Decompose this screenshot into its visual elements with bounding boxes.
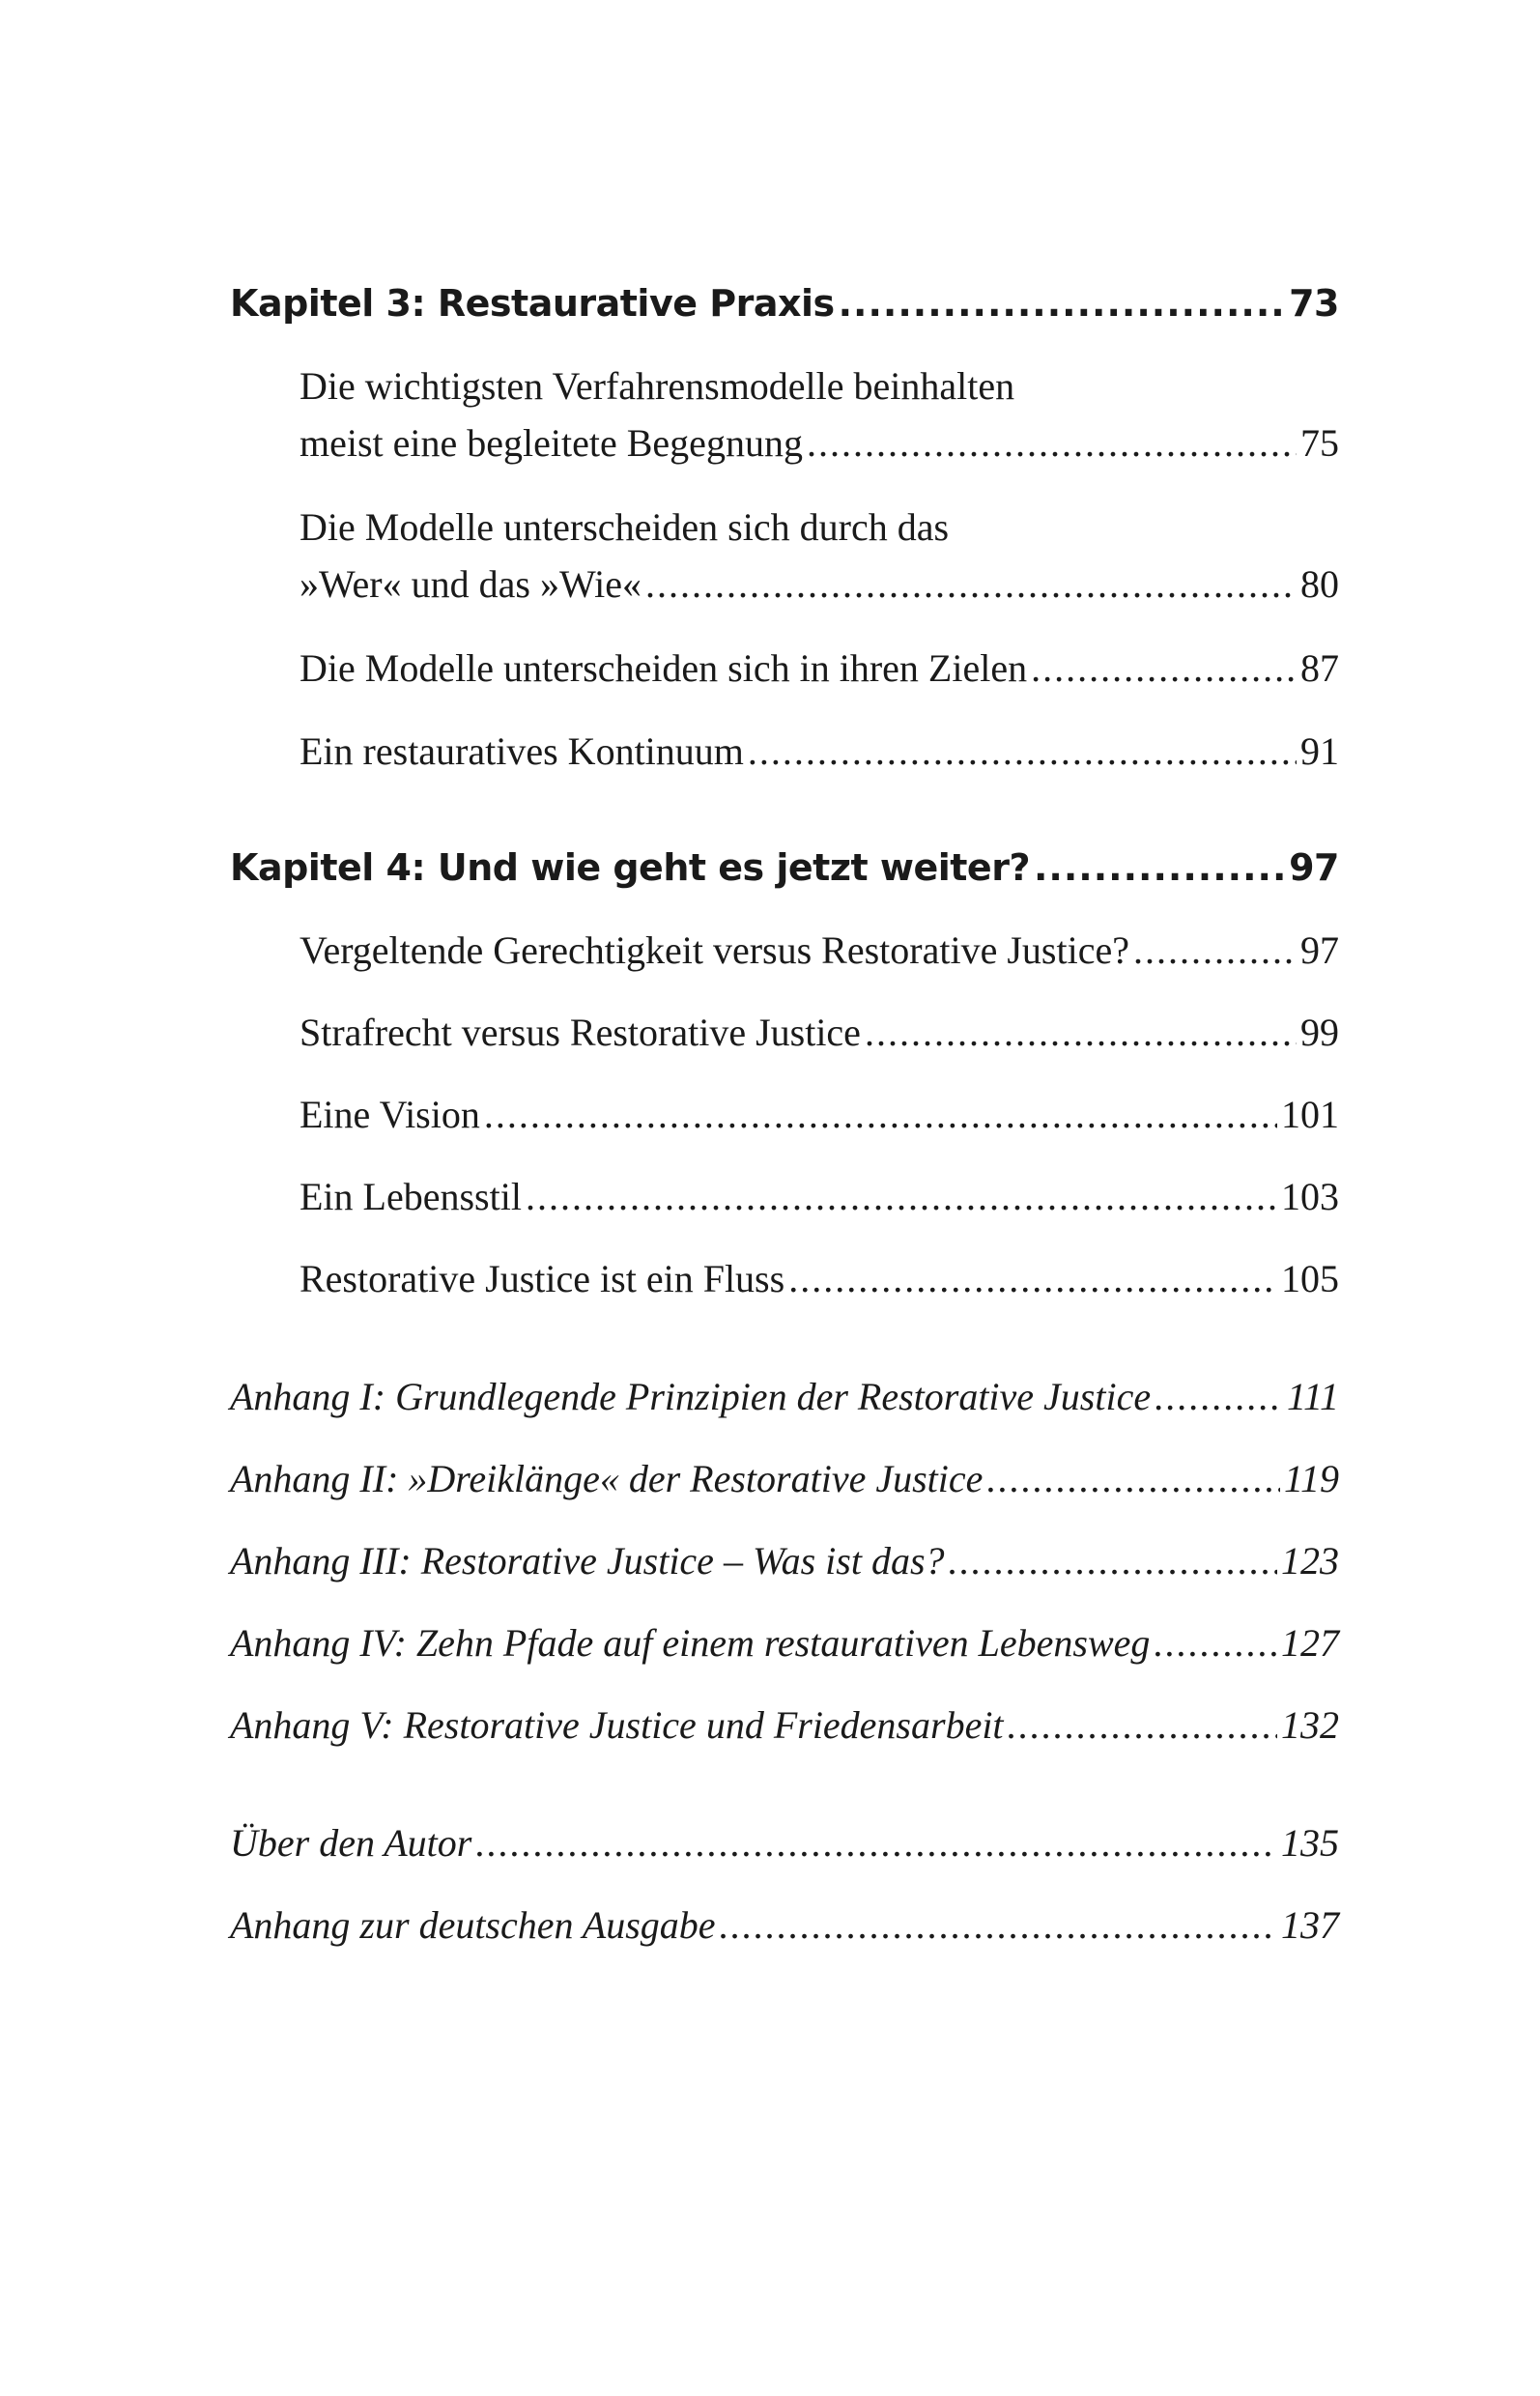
toc-chapter-title: Kapitel 4: Und wie geht es jetzt weiter? <box>230 846 1030 889</box>
toc-page-number: 101 <box>1281 1093 1339 1136</box>
toc-item-title: Ein Lebensstil <box>299 1175 522 1218</box>
leader-dots <box>986 1456 1280 1501</box>
leader-dots <box>1154 1620 1277 1666</box>
toc-page-number: 137 <box>1281 1903 1339 1947</box>
toc-page-number: 87 <box>1300 646 1339 690</box>
leader-dots <box>1034 846 1285 889</box>
toc-item[interactable] <box>299 645 1339 691</box>
toc-item[interactable] <box>299 1174 1339 1219</box>
toc-chapter-title: Kapitel 3: Restaurative Praxis <box>230 282 835 325</box>
toc-backmatter-about-author[interactable] <box>230 1820 1339 1866</box>
toc-item-title: Ein restauratives Kontinuum <box>299 729 744 773</box>
toc-backmatter-title: Anhang zur deutschen Ausgabe <box>230 1903 716 1947</box>
leader-dots <box>475 1820 1277 1866</box>
toc-item[interactable] <box>299 363 1339 466</box>
toc-page-number: 119 <box>1283 1457 1339 1500</box>
leader-dots <box>1008 1702 1277 1748</box>
toc-item-title-line1: Die wichtigsten Verfahrensmodelle beinhalten <box>299 364 1015 408</box>
toc-appendix-title: Anhang I: Grundlegende Prinzipien der Restorative Justice <box>230 1375 1152 1418</box>
toc-page-number: 135 <box>1281 1821 1339 1865</box>
toc-appendix[interactable] <box>230 1374 1339 1419</box>
toc-item-title: Strafrecht versus Restorative Justice <box>299 1011 861 1054</box>
toc-page-number: 91 <box>1300 729 1339 773</box>
leader-dots <box>865 1010 1297 1055</box>
toc-backmatter-german-edition[interactable] <box>230 1902 1339 1948</box>
toc-item-title: meist eine begleitete Begegnung <box>299 421 803 465</box>
leader-dots <box>748 728 1297 774</box>
toc-item[interactable] <box>299 927 1339 973</box>
leader-dots <box>484 1092 1277 1137</box>
toc-page-number: 80 <box>1300 562 1339 606</box>
leader-dots <box>720 1902 1277 1948</box>
leader-dots <box>839 282 1285 325</box>
toc-appendix[interactable] <box>230 1456 1339 1501</box>
toc-chapter-3[interactable] <box>230 282 1339 325</box>
toc-appendix[interactable] <box>230 1538 1339 1583</box>
toc-item[interactable] <box>299 1092 1339 1137</box>
toc-page-number: 97 <box>1289 846 1339 889</box>
leader-dots <box>807 420 1297 466</box>
toc-item[interactable] <box>299 1010 1339 1055</box>
toc-item-title: »Wer« und das »Wie« <box>299 562 642 606</box>
toc-page-number: 75 <box>1300 421 1339 465</box>
toc-appendix-title: Anhang II: »Dreiklänge« der Restorative Justice <box>230 1457 984 1500</box>
toc-item-title: Vergeltende Gerechtigkeit versus Restorative Justice? <box>299 928 1129 972</box>
toc-item-title: Restorative Justice ist ein Fluss <box>299 1257 785 1300</box>
toc-page-number: 103 <box>1281 1175 1339 1218</box>
toc-backmatter-title: Über den Autor <box>230 1821 472 1865</box>
leader-dots <box>949 1538 1277 1583</box>
toc-item[interactable] <box>299 1256 1339 1301</box>
toc-appendix-title: Anhang V: Restorative Justice und Friedensarbeit <box>230 1703 1004 1747</box>
toc-item-title: Eine Vision <box>299 1093 480 1136</box>
leader-dots <box>1155 1374 1283 1419</box>
toc-chapter-4[interactable] <box>230 846 1339 889</box>
toc-page-number: 105 <box>1281 1257 1339 1300</box>
toc-page-number: 99 <box>1300 1011 1339 1054</box>
leader-dots <box>1031 645 1297 691</box>
toc-page-number: 97 <box>1300 928 1339 972</box>
toc-appendix-title: Anhang IV: Zehn Pfade auf einem restaurativen Lebensweg <box>230 1621 1151 1665</box>
toc-item-title: Die Modelle unterscheiden sich in ihren Zielen <box>299 646 1028 690</box>
toc-appendix[interactable] <box>230 1620 1339 1666</box>
toc-item[interactable] <box>299 504 1339 607</box>
toc-appendix[interactable] <box>230 1702 1339 1748</box>
leader-dots <box>526 1174 1277 1219</box>
leader-dots <box>645 561 1297 607</box>
toc-appendix-title: Anhang III: Restorative Justice – Was ist das? <box>230 1539 945 1583</box>
toc-page-number: 123 <box>1281 1539 1339 1583</box>
toc-item[interactable] <box>299 728 1339 774</box>
toc-page-number: 111 <box>1286 1375 1339 1418</box>
toc-page-number: 132 <box>1281 1703 1339 1747</box>
leader-dots <box>788 1256 1277 1301</box>
toc-item-title-line1: Die Modelle unterscheiden sich durch das <box>299 505 950 549</box>
toc-page-number: 127 <box>1281 1621 1339 1665</box>
toc-page-number: 73 <box>1289 282 1339 325</box>
leader-dots <box>1133 927 1297 973</box>
